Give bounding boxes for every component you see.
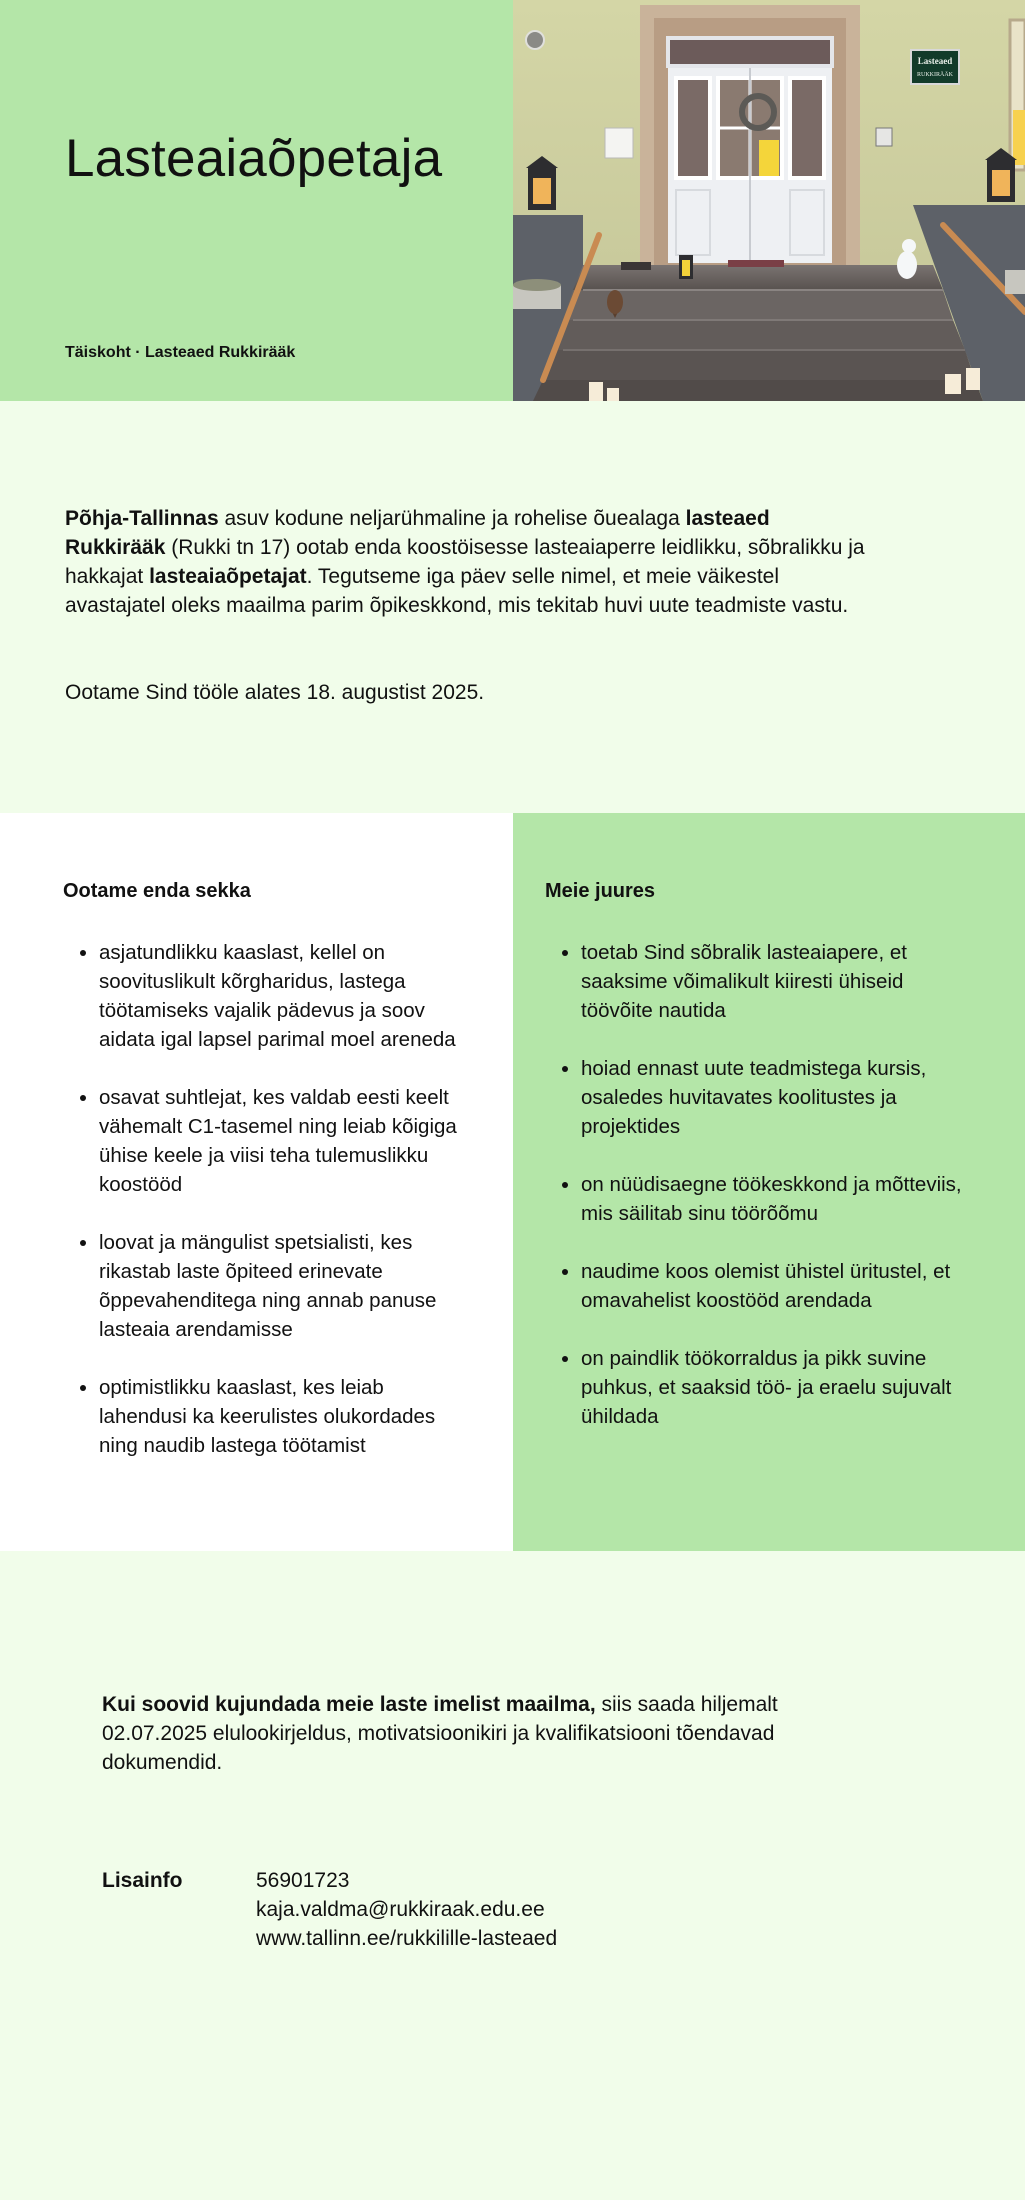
list-item [63, 938, 463, 1054]
intro-bold-position: lasteaiaõpetajat [149, 565, 307, 588]
contact-details [256, 1866, 557, 1953]
intro-paragraph [65, 504, 870, 620]
application-text: siis saada hiljemalt 02.07.2025 elulookirjeldus, motivatsioonikiri ja kvalifikatsiooni tõendavad dokumendid. [102, 1693, 778, 1774]
application-section [0, 1551, 1025, 2200]
hero-panel [0, 0, 513, 401]
requirements-column [0, 813, 513, 1551]
list-item [545, 1054, 965, 1141]
list-item-text: asjatundlikku kaaslast, kellel on soovituslikult kõrgharidus, lastega töötamiseks vajalik pädevus ja soov aidata igal lapsel parimal moel areneda [99, 941, 456, 1051]
intro-text-2: (Rukki tn 17) ootab enda koostöisesse lasteaiaperre leidlikku, sõbralikku ja hakkajat [65, 536, 865, 588]
bullet-icon [562, 1269, 568, 1275]
sign-text-line2: RUKKIRÄÄK [917, 72, 953, 78]
contact-label: Lisainfo [102, 1869, 183, 1892]
intro-bold-location: Põhja-Tallinnas [65, 507, 219, 530]
bullet-icon [80, 1240, 86, 1246]
entrance-illustration [513, 0, 1025, 401]
start-date-text: Ootame Sind tööle alates 18. augustist 2025. [65, 681, 485, 704]
kindergarten-entrance-photo [513, 0, 1025, 401]
list-item [545, 938, 965, 1025]
contact-phone[interactable]: 56901723 [256, 1869, 350, 1892]
contact-email[interactable]: kaja.valdma@rukkiraak.edu.ee [256, 1898, 545, 1921]
bullet-icon [562, 1182, 568, 1188]
list-item [63, 1373, 463, 1460]
benefits-heading: Meie juures [545, 880, 656, 902]
list-item-text: osavat suhtlejat, kes valdab eesti keelt vähemalt C1-tasemel ning leiab kõigiga ühise keele ja viisi teha tulemuslikku koostööd [99, 1086, 457, 1196]
list-item [63, 1228, 463, 1344]
list-item [545, 1344, 965, 1431]
list-item-text: on nüüdisaegne töökeskkond ja mõtteviis, mis säilitab sinu töörõõmu [581, 1173, 962, 1225]
intro-bold-name: lasteaed Rukkirääk [65, 507, 770, 559]
sign-text-line1: Lasteaed [917, 56, 953, 66]
list-item [63, 1083, 463, 1199]
hero-section [0, 0, 1025, 401]
benefits-list [545, 938, 965, 1460]
bullet-icon [562, 1066, 568, 1072]
intro-text-1: asuv kodune neljarühmaline ja rohelise õuealaga [218, 507, 686, 530]
list-item-text: optimistlikku kaaslast, kes leiab lahendusi ka keerulistes olukordades ning naudib lastega töötamist [99, 1376, 436, 1457]
intro-section [0, 401, 1025, 813]
list-item-text: hoiad ennast uute teadmistega kursis, osaledes huvitavates koolitustes ja projektides [581, 1057, 927, 1138]
list-item-text: naudime koos olemist ühistel üritustel, et omavahelist koostööd arendada [581, 1260, 951, 1312]
list-item [545, 1257, 965, 1315]
bullet-icon [80, 1385, 86, 1391]
bullet-icon [80, 1095, 86, 1101]
list-item-text: on paindlik töökorraldus ja pikk suvine puhkus, et saaksid töö- ja eraelu sujuvalt ühildada [581, 1347, 952, 1428]
application-instructions [102, 1690, 822, 1777]
job-subtitle: Täiskoht · Lasteaed Rukkirääk [65, 344, 296, 361]
page-title: Lasteaiaõpetaja [65, 129, 443, 188]
bullet-icon [562, 1356, 568, 1362]
list-item [545, 1170, 965, 1228]
intro-text-3: . Tegutseme iga päev selle nimel, et meie väikestel avastajatel oleks maailma parim õpikeskkond, mis tekitab huvi uute teadmiste vastu. [65, 565, 849, 617]
requirements-list [63, 938, 463, 1489]
requirements-heading: Ootame enda sekka [63, 880, 251, 902]
bullet-icon [80, 950, 86, 956]
contact-website[interactable]: www.tallinn.ee/rukkilille-lasteaed [256, 1927, 558, 1950]
application-bold-lead: Kui soovid kujundada meie laste imelist maailma, [102, 1693, 596, 1716]
benefits-column [513, 813, 1025, 1551]
list-item-text: loovat ja mängulist spetsialisti, kes rikastab laste õpiteed erinevate õppevahenditega ning annab panuse lasteaia arendamisse [99, 1231, 437, 1341]
requirements-benefits-section [0, 813, 1025, 1551]
bullet-icon [562, 950, 568, 956]
list-item-text: toetab Sind sõbralik lasteaiapere, et saaksime võimalikult kiiresti ühiseid töövõite nautida [581, 941, 907, 1022]
